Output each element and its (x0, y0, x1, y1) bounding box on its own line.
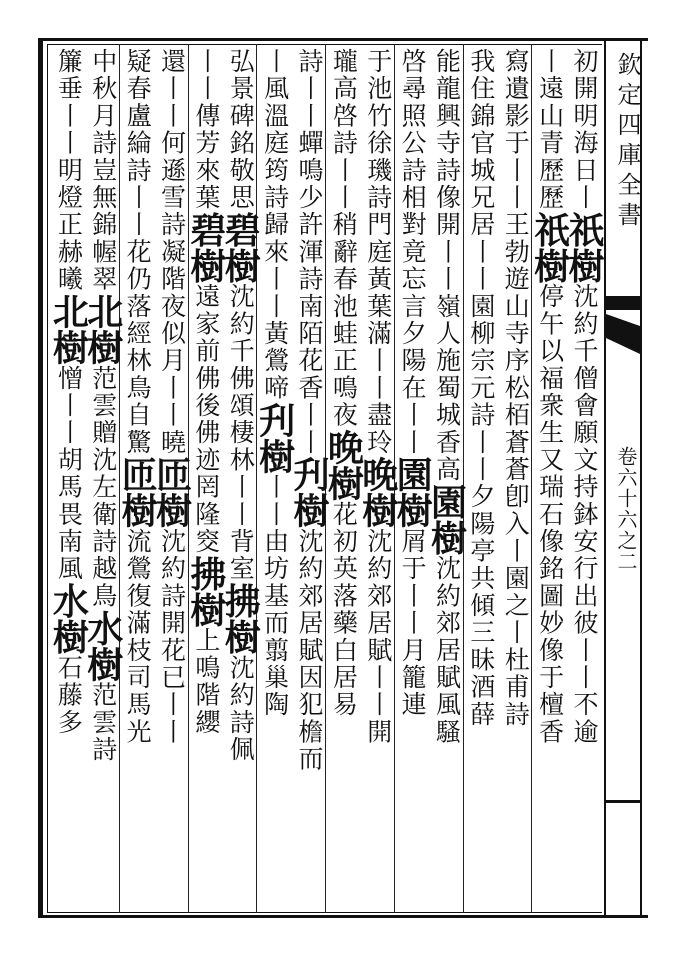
column-text: 停午以福衆生又瑞石像銘圖妙像于檀香 (535, 283, 565, 746)
column-text: 屑于丨丨月籠連 (398, 528, 428, 719)
column-text: 石藤多 (54, 654, 84, 737)
entry-heading: 樹 (219, 618, 262, 655)
entry-heading: 北 (81, 292, 124, 329)
column-text: 還丨丨何遜雪詩凝階夜似月丨丨曉 (157, 48, 187, 456)
column-text: 丨遠山青歷歷 (535, 48, 565, 212)
column-text: 沈約郊居賦因犯檐而 (295, 528, 324, 773)
entry-heading: 晚 (356, 456, 399, 492)
column-text: 憎丨丨胡馬畏南風 (54, 364, 84, 583)
entry-heading: 碧 (219, 211, 262, 248)
entry-heading: 祇 (563, 211, 605, 248)
text-column (425, 48, 468, 908)
entry-heading: 樹 (563, 247, 605, 284)
text-column (81, 48, 124, 908)
entry-heading: 樹 (219, 247, 262, 284)
entry-heading: 匝 (150, 456, 193, 492)
column-text: 弘景碑銘敬思 (226, 48, 256, 212)
column-text: 遠家前佛後佛迹罔隆窔 (191, 283, 221, 556)
entry-heading: 樹 (116, 492, 159, 528)
entry-heading: 匝 (116, 456, 159, 492)
text-column (467, 48, 495, 908)
margin-rule (606, 800, 640, 803)
entry-heading: 碧 (184, 211, 227, 248)
text-column (501, 48, 529, 908)
column-divider (463, 44, 464, 913)
column-text: 范雲詩 (88, 681, 118, 764)
column-text: 于池竹徐璣詩門庭黃葉滿丨丨盡玲 (363, 48, 393, 456)
column-text: 詩丨丨蟬鳴少許渾詩南陌花香丨丨 (295, 48, 324, 456)
entry-heading: 樹 (425, 519, 468, 556)
entry-heading: 拂 (184, 555, 227, 592)
text-column (391, 48, 434, 908)
column-text: 初開明海日丨 (570, 48, 599, 212)
text-column (253, 48, 296, 908)
column-text: 沈約詩開花已丨丨 (157, 528, 187, 746)
entry-heading: 樹 (391, 492, 434, 528)
entry-heading: 樹 (184, 247, 227, 284)
center-margin (604, 38, 642, 916)
text-column (563, 48, 605, 908)
column-text: 沈約郊居賦丨丨開 (363, 528, 393, 746)
entry-heading: 園 (391, 456, 434, 492)
text-column (184, 48, 227, 908)
text-column (322, 48, 365, 908)
entry-heading: 北 (47, 292, 90, 329)
column-divider (256, 44, 257, 913)
entry-heading: 水 (81, 609, 124, 646)
entry-heading: 水 (47, 582, 90, 619)
column-text: 疑春盧綸詩丨丨花仍落經林鳥自驚 (123, 48, 153, 456)
entry-heading: 拂 (219, 582, 262, 619)
column-text: 我住錦官城兄居丨丨園柳宗元詩丨丨夕陽亭共傾三昧酒薛 (466, 48, 496, 728)
column-text: 瓏高啓詩丨丨稍辭春池蛙正鳴夜 (329, 48, 359, 429)
column-divider (531, 44, 532, 913)
fish-tail-ornament (606, 296, 640, 310)
column-text: 能龍興寺詩像開丨丨嶺人施蜀城香高 (432, 48, 462, 484)
entry-heading: 樹 (528, 247, 571, 284)
text-column (150, 48, 193, 908)
entry-heading: 樹 (322, 464, 365, 501)
column-text: 中秋月詩豈無錦幄翠 (88, 48, 118, 293)
volume-label: 卷六十六之二 (614, 446, 638, 572)
column-text: 花初英落藥白居易 (329, 500, 359, 719)
column-text: 丨丨由坊基而翦巢陶 (260, 473, 290, 719)
text-column (219, 48, 262, 908)
entry-heading: 祇 (528, 211, 571, 248)
text-column (116, 48, 159, 908)
entry-heading: 樹 (47, 328, 90, 365)
entry-heading: 刋 (288, 456, 330, 492)
book-title: 欽定四庫全書 (613, 52, 641, 232)
entry-heading: 樹 (356, 492, 399, 528)
column-text: 上鳴階纓 (191, 627, 221, 737)
column-divider (119, 44, 120, 913)
text-column (356, 48, 399, 908)
fish-tail-ornament-lower (606, 314, 640, 354)
text-column (47, 48, 90, 908)
column-text: 沈約郊居賦風騷 (432, 555, 462, 746)
column-text: 啓尋照公詩相對竟忘言夕陽在丨丨 (398, 48, 428, 456)
entry-heading: 樹 (81, 645, 124, 682)
entry-heading: 樹 (81, 328, 124, 365)
text-column (528, 48, 571, 908)
entry-heading: 園 (425, 483, 468, 520)
entry-heading: 晚 (322, 428, 365, 465)
column-text: 丨風溫庭筠詩歸來丨丨黃鶯啼 (260, 48, 290, 402)
column-text: 沈約詩佩 (226, 654, 256, 764)
entry-heading: 樹 (150, 492, 193, 528)
entry-heading: 樹 (288, 492, 330, 528)
entry-heading: 刋 (253, 401, 296, 438)
column-text: 沈約千佛頌棲林丨丨背室 (226, 283, 256, 583)
column-text: 簾垂丨丨明燈正赫曦 (54, 48, 84, 293)
entry-heading: 樹 (47, 618, 90, 655)
column-text: 寫遺影于丨丨王勃遊山寺序松栢蒼蒼卽入丨園之丨杜甫詩 (501, 48, 531, 728)
column-text: 丨丨傳芳來葉 (191, 48, 221, 212)
entry-heading: 樹 (184, 591, 227, 628)
text-column (288, 48, 330, 908)
entry-heading: 樹 (253, 437, 296, 474)
column-text: 范雲贈沈左衛詩越鳥 (88, 364, 118, 610)
column-text: 流鶯復滿枝司馬光 (123, 528, 153, 746)
column-text: 沈約千僧會願文持鉢安行出彼丨丨不逾 (570, 283, 599, 746)
